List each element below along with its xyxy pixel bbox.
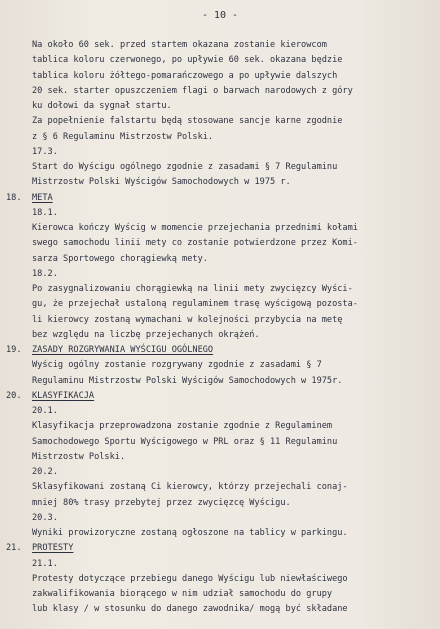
text-line: 20 sek. starter opuszczeniem flagi o barwach narodowych z góry [32,86,353,96]
text-line: Wyścig ogólny zostanie rozgrywany zgodnie z zasadami § 7 [32,360,322,370]
text-line: li kierowcy zostaną wymachani w kolejności przybycia na metę [32,315,343,325]
text-line: Mistrzostw Polski. [32,452,126,462]
text-line: Kierowca kończy Wyścig w momencie przejechania przednimi kołami [32,223,358,233]
text-line: lub klasy / w stosunku do danego zawodnika/ mogą być składane [32,604,348,614]
text-line: Samochodowego Sportu Wyścigowego w PRL oraz § 11 Regulaminu [32,437,338,447]
text-line: 18.2. [32,269,58,279]
page-number: - 10 - [201,10,239,21]
section-number: 21. [6,543,22,553]
text-line: Start do Wyścigu ogólnego zgodnie z zasadami § 7 Regulaminu [32,162,338,172]
section-number: 19. [6,345,22,355]
text-line: zakwalifikowania biorącego w nim udział samochodu do grupy [32,589,333,599]
section-heading: PROTESTY [32,543,74,553]
section-number: 18. [6,193,22,203]
text-line: Sklasyfikowani zostaną Ci kierowcy, którzy przejechali conaj- [32,482,348,492]
text-line: Protesty dotyczące przebiegu danego Wyścigu lub niewłaściwego [32,574,348,584]
text-line: Na około 60 sek. przed startem okazana zostanie kierowcom [32,40,327,50]
text-line: Wyniki prowizoryczne zostaną ogłoszone na tablicy w parkingu. [32,528,348,538]
text-line: bez względu na liczbę przejechanych okrążeń. [32,330,260,340]
text-line: 17.3. [32,147,58,157]
section-heading: ZASADY ROZGRYWANIA WYŚCIGU OGÓLNEGO [32,345,214,355]
text-line: 18.1. [32,208,58,218]
text-line: tablica koloru żółtego-pomarańczowego a po upływie dalszych [32,71,338,81]
text-line: swego samochodu linii mety co zostanie potwierdzone przez Komi- [32,238,358,248]
text-line: ku dołowi da sygnał startu. [32,101,172,111]
text-line: z § 6 Regulaminu Mistrzostw Polski. [32,132,214,142]
section-number: 20. [6,391,22,401]
text-line: gu, że przejechał ustaloną regulaminem trasę wyścigową pozosta- [32,299,358,309]
text-line: tablica koloru czerwonego, po upływie 60 sek. okazana będzie [32,55,343,65]
text-line: 20.1. [32,406,58,416]
text-line: Regulaminu Mistrzostw Polski Wyścigów Samochodowych w 1975r. [32,376,343,386]
section-heading: KLASYFIKACJA [32,391,95,401]
text-line: Klasyfikacja przeprowadzona zostanie zgodnie z Regulaminem [32,421,333,431]
text-line: 21.1. [32,559,58,569]
text-line: sarza Sportowego chorągiewką mety. [32,254,208,264]
text-line: Za popełnienie falstartu będą stosowane sancje karne zgodnie [32,116,343,126]
text-line: Mistrzostw Polski Wyścigów Samochodowych w 1975 r. [32,177,291,187]
text-line: Po zasygnalizowaniu chorągiewką na linii mety zwycięzcy Wyści- [32,284,353,294]
text-line: 20.3. [32,513,58,523]
text-line: 20.2. [32,467,58,477]
section-heading: META [32,193,53,203]
text-line: mniej 80% trasy przebytej przez zwycięzcę Wyścigu. [32,498,291,508]
